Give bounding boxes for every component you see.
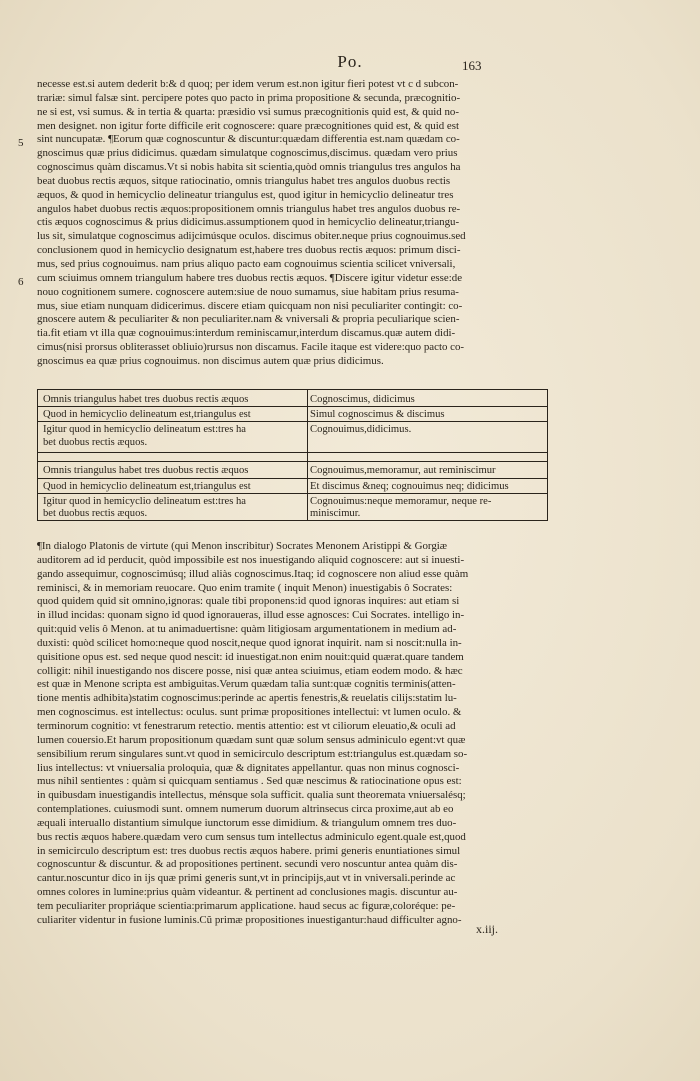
table-cell-mode: Simul cognoscimus & discimus (310, 409, 445, 420)
text-line: ctis æquos cognoscimus & prius didicimus.assumptionem quod in hemicyclio delineatur,triangu- (37, 216, 460, 229)
text-line: est quæ in Menone scripta est ambiguitas.Verum quædam talia sunt:quæ cognitis terminis(atten- (37, 678, 456, 691)
table-cell-mode: Cognouimus,memoramur, aut reminiscimur (310, 465, 496, 476)
text-line: nouo cognitionem sumere. cognoscere autem:siue de nouo sumamus, siue habitam prius resuma- (37, 285, 459, 298)
text-line: duxisti: quòd scilicet homo:neque quod noscit,neque quod ignorat inquirit. nam si noscit:nulla in- (37, 636, 462, 649)
table-cell-mode-cont: miniscimur. (310, 508, 361, 519)
text-line: quisitione opus est. sed neque quod nescit: id inuestigat.non enim nouit:quid quærat.quare tandem (37, 650, 464, 663)
text-line: tem peculiariter propriáque scientia:primarum applicatione. haud secus ac figuræ,coloréque: pe- (37, 899, 456, 912)
text-line: lumen couersio.Et harum propositionum quædam sunt quæ solum sensus adminiculo egent:vt quæ (37, 733, 466, 746)
text-line: mus nihil sentientes : quàm si quicquam sentiamus . Sed quæ nescimus & ratiocinatione opus est: (37, 775, 462, 788)
text-line: reminisci, & in memoriam reuocare. Quo enim tramite ( inquit Menon) inuestigabis ô Socrates: (37, 581, 453, 594)
table-cell-mode: Cognouimus,didicimus. (310, 424, 412, 435)
text-line: auditorem ad id perducit, quòd impossibile est nos inuestigando aliquid cognoscere: aut si inuesti- (37, 553, 465, 566)
table-rule (38, 421, 547, 422)
table-cell-conclusion: Igitur quod in hemicyclio delineatum est:tres ha (43, 424, 246, 435)
text-line: æquali interuallo distantium simulque iunctorum esse dimidium. & triangulum omnem tres duo- (37, 816, 457, 829)
text-line: mus, siue etiam nunquam didicerimus. discere etiam quicquam non nisi peculiariter contingit: co- (37, 299, 463, 312)
text-line: lus sit, simulatque cognoscimus adijcimúsque oculos. discimus obiter.neque prius cognouimus.sed (37, 230, 466, 243)
table-rule (38, 478, 547, 479)
text-line: tia.fit etiam vt illa quæ cognouimus:interdum reminiscamur,interdum discamus.quæ autem didi- (37, 327, 456, 340)
text-line: quit:quid velis ô Menon. at tu animaduertisne: quàm litigiosam argumentationem in medium ad- (37, 623, 457, 636)
paragraph-2 (37, 540, 549, 928)
text-line: in illud incidas: quonam signo id quod ignoraueras, illud esse agnosces: Cui Socrates. intelligo in- (37, 609, 465, 622)
text-line: tione mentis adhibita)statim cognoscimus:perinde ac apertis fenestris,& reuelatis cilijs:statim lu- (37, 692, 457, 705)
table-rule (38, 493, 547, 494)
text-line: men cognoscimus. est intellectus: oculus. sunt primæ propositiones intellectui: vt lumen oculo. & (37, 706, 462, 719)
table-cell-premise: Quod in hemicyclio delineatum est,triangulus est (43, 481, 251, 492)
table-cell-mode: Cognouimus:neque memoramur, neque re- (310, 496, 492, 507)
table-rule (38, 452, 547, 453)
text-line: cimus(nisi prorsus obliterasset obliuio)rursus non discamus. Facile itaque est videre:quo pacto co- (37, 341, 465, 354)
table-rule (38, 406, 547, 407)
text-line: cognoscimus quàm discamus.Vt si nobis habita sit scientia,quòd omnis triangulus tres angulos ha (37, 161, 461, 174)
text-line: gnoscimus quæ prius didicimus. quædam simulatque cognoscimus,discimus. quædam vero prius (37, 147, 458, 160)
text-line: lius intellectus: vt vniuersalia proloquia, quæ & dignitates appellantur. quas non minus cognosci- (37, 761, 460, 774)
text-line: in quibusdam inuestigandis intellectus, ménsque sola sufficit. qualia sunt theoremata vniuersalésq; (37, 789, 466, 802)
text-line: gando assequimur, cognoscimúsq; illud aliàs cognoscimus.Itaq; id cognoscere non aliud esse quàm (37, 567, 469, 580)
running-head: Po. (337, 52, 363, 71)
text-line: conclusionem quod in hemicyclio designatum est,habere tres duobus rectis æquos: primum disci- (37, 244, 461, 257)
text-line: necesse est.si autem dederit b:& d quoq; per idem verum est.non igitur fieri potest vt c d subcon- (37, 78, 459, 90)
table-cell-mode: Cognoscimus, didicimus (310, 394, 415, 405)
text-line: omnes colores in lumine:prius quàm videantur. & pertinent ad conclusiones magis. discuntur au- (37, 886, 458, 899)
text-line: cognoscuntur & discuntur. & ad propositiones pertinent. secundi vero noscuntur antea quàm dis- (37, 858, 458, 871)
text-line: terminorum cognitio: vt fenestrarum retectio. mentis attentio: est vt ciliorum eleuatio,& oculi ad (37, 719, 456, 732)
table-rule (38, 461, 547, 462)
text-line: angulos habet duobus rectis æquos:propositionem omnis triangulus habet tres angulos duobus re- (37, 202, 461, 215)
text-line: gnoscere autem & peculiariter & non peculiariter.nam & vniversali & propria peculiarique scien- (37, 313, 460, 326)
text-line: ¶In dialogo Platonis de virtute (qui Menon inscribitur) Socrates Menonem Aristippi & Gorgiæ (37, 540, 448, 552)
text-line: sint nuncupatæ. ¶Eorum quæ cognoscuntur & discuntur:quædam differentia est.nam quædam co- (37, 133, 460, 146)
text-line: contemplationes. cuiusmodi sunt. omnem numerum duorum altrinsecus circa proxime,aut ab eo (37, 803, 454, 816)
text-line: beat duobus rectis æquos, sitque ratiocinatio, omnis triangulus habet tres angulos duobus rectis (37, 174, 451, 187)
text-line: cantur.noscuntur dico in ijs quæ primi generis sunt,vt in principijs,aut vt in vniversali.perinde ac (37, 872, 456, 885)
text-line: ne si est, vsi sumus. & in tertia & quarta: præsidio vsi sumus præcognitionis quid est, & quid no- (37, 105, 459, 118)
page-number: 163 (462, 58, 482, 73)
text-line: in semicirculo descriptum est: tres duobus rectis æquos habere. primi generis enuntiationes simul (37, 844, 461, 857)
signature-mark: x.iij. (476, 922, 499, 936)
syllogism-table (37, 389, 548, 521)
text-line: mus, sed prius cognouimus. nam prius aliquo pacto eam cognouimus scientia scilicet vniversali, (37, 257, 456, 270)
table-cell-conclusion: Igitur quod in hemicyclio delineatum est:tres ha (43, 496, 246, 507)
table-cell-mode: Et discimus &neq; cognouimus neq; didicimus (310, 481, 509, 492)
text-line: culiariter videntur in fusione luminis.Cũ primæ propositiones inuestigantur:haud difficulter agno- (37, 913, 462, 926)
text-line: men designet. non igitur forte difficile erit cognoscere: quare præcognitiones quid est, & quid est (37, 119, 460, 132)
table-cell-premise: Omnis triangulus habet tres duobus rectis æquos (43, 465, 249, 476)
text-line: colligit: nihil inuestigando nos discere posse, nisi quæ antea sciuimus, etiam eodem modo. & hæc (37, 664, 463, 677)
table-cell-conclusion-cont: bet duobus rectis æquos. (43, 437, 148, 448)
text-line: cum sciuimus omnem triangulum habere tres duobus rectis æquos. ¶Discere igitur videtur esse:de (37, 271, 463, 284)
table-cell-conclusion-cont: bet duobus rectis æquos. (43, 508, 148, 519)
text-line: quod quidem quid sit omnino,ignoras: quale tibi proponens:id quod ignoras inquires: aut etiam si (37, 595, 460, 608)
marginal-number-6: 6 (18, 276, 24, 288)
marginal-number-5: 5 (18, 137, 24, 149)
text-line: trariæ: simul falsæ sint. percipere potes quo pacto in prima propositione & secunda, præcognitio- (37, 91, 461, 104)
text-line: bus rectis æquos habere.quædam vero cum sensus tum intellectus adminiculo egent.quale est,quod (37, 830, 466, 843)
paragraph-1 (37, 78, 549, 369)
text-line: æquos, & quod in hemicyclio delineatur triangulus est, quod igitur in hemicyclio delineatur tres (37, 188, 454, 201)
text-line: gnoscimus ea quæ prius cognouimus. non discimus autem quæ prius didicimus. (37, 354, 384, 367)
text-line: sensibilium rerum singulares sunt.vt quod in semicirculo descriptum est:triangulus est.quædam so- (37, 747, 468, 760)
table-cell-premise: Omnis triangulus habet tres duobus rectis æquos (43, 394, 249, 405)
table-cell-premise: Quod in hemicyclio delineatum est,triangulus est (43, 409, 251, 420)
